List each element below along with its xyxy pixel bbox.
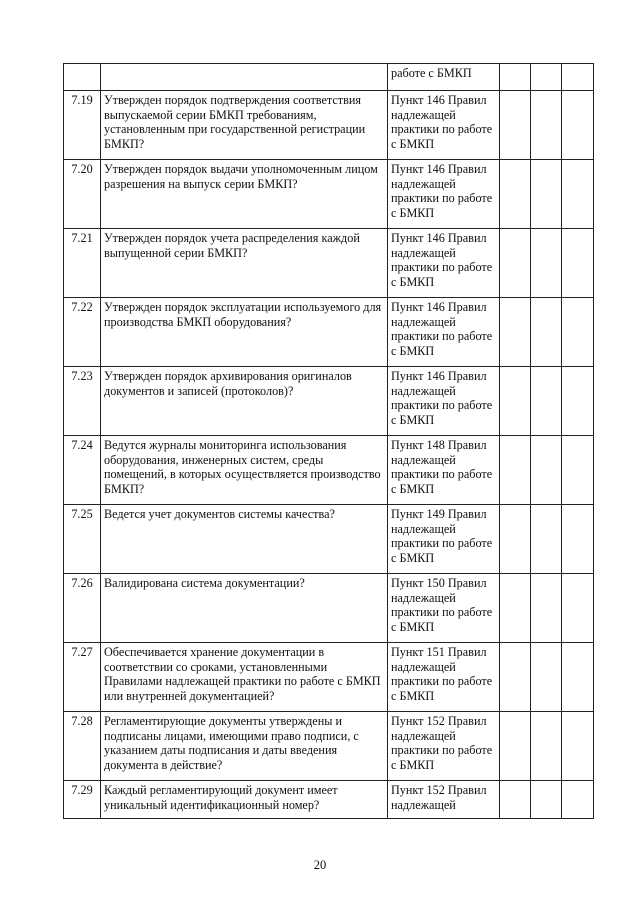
answer-no-cell[interactable] <box>531 505 562 574</box>
answer-yes-cell[interactable] <box>500 505 531 574</box>
table-row <box>64 160 594 229</box>
answer-yes-cell[interactable] <box>500 298 531 367</box>
item-number-cell: 7.26 <box>64 574 101 643</box>
table-row-continued <box>64 64 594 91</box>
answer-na-cell[interactable] <box>562 574 594 643</box>
question-cell: Утвержден порядок архивирования оригиналов документов и записей (протоколов)? <box>101 367 388 436</box>
answer-no-cell[interactable] <box>531 64 562 91</box>
table-row <box>64 436 594 505</box>
answer-yes-cell[interactable] <box>500 229 531 298</box>
question-cell: Ведутся журналы мониторинга использования оборудования, инженерных систем, среды помещений, в которых осуществляется производство БМКП? <box>101 436 388 505</box>
answer-yes-cell[interactable] <box>500 781 531 819</box>
table-row <box>64 505 594 574</box>
table-row <box>64 298 594 367</box>
answer-na-cell[interactable] <box>562 298 594 367</box>
answer-na-cell[interactable] <box>562 64 594 91</box>
answer-no-cell[interactable] <box>531 643 562 712</box>
question-cell <box>101 64 388 91</box>
answer-yes-cell[interactable] <box>500 436 531 505</box>
answer-na-cell[interactable] <box>562 367 594 436</box>
question-cell: Валидирована система документации? <box>101 574 388 643</box>
answer-na-cell[interactable] <box>562 160 594 229</box>
item-number-cell: 7.20 <box>64 160 101 229</box>
question-cell: Ведется учет документов системы качества? <box>101 505 388 574</box>
item-number-cell: 7.27 <box>64 643 101 712</box>
item-number-cell: 7.22 <box>64 298 101 367</box>
answer-yes-cell[interactable] <box>500 64 531 91</box>
answer-na-cell[interactable] <box>562 712 594 781</box>
question-cell: Регламентирующие документы утверждены и подписаны лицами, имеющими право подписи, с указанием даты подписания и даты введения документа в действие? <box>101 712 388 781</box>
question-cell: Утвержден порядок подтверждения соответствия выпускаемой серии БМКП требованиям, установленным при государственной регистрации БМКП? <box>101 91 388 160</box>
answer-yes-cell[interactable] <box>500 574 531 643</box>
table-row <box>64 643 594 712</box>
reference-cell: Пункт 152 Правил надлежащей <box>388 781 500 819</box>
answer-no-cell[interactable] <box>531 436 562 505</box>
item-number-cell: 7.21 <box>64 229 101 298</box>
answer-na-cell[interactable] <box>562 505 594 574</box>
item-number-cell: 7.29 <box>64 781 101 819</box>
reference-cell: Пункт 146 Правил надлежащей практики по работе с БМКП <box>388 229 500 298</box>
item-number-cell: 7.25 <box>64 505 101 574</box>
answer-yes-cell[interactable] <box>500 367 531 436</box>
reference-cell: Пункт 146 Правил надлежащей практики по работе с БМКП <box>388 298 500 367</box>
answer-yes-cell[interactable] <box>500 712 531 781</box>
table-row <box>64 91 594 160</box>
answer-no-cell[interactable] <box>531 712 562 781</box>
item-number-cell: 7.19 <box>64 91 101 160</box>
answer-na-cell[interactable] <box>562 91 594 160</box>
answer-na-cell[interactable] <box>562 781 594 819</box>
item-number-cell: 7.28 <box>64 712 101 781</box>
question-cell: Утвержден порядок учета распределения каждой выпущенной серии БМКП? <box>101 229 388 298</box>
answer-yes-cell[interactable] <box>500 643 531 712</box>
answer-na-cell[interactable] <box>562 643 594 712</box>
question-cell: Утвержден порядок выдачи уполномоченным лицом разрешения на выпуск серии БМКП? <box>101 160 388 229</box>
question-cell: Обеспечивается хранение документации в соответствии со сроками, установленными Правилами надлежащей практики по работе с БМКП или внутренней документацией? <box>101 643 388 712</box>
question-cell: Утвержден порядок эксплуатации используемого для производства БМКП оборудования? <box>101 298 388 367</box>
item-number-cell: 7.24 <box>64 436 101 505</box>
answer-no-cell[interactable] <box>531 160 562 229</box>
question-cell: Каждый регламентирующий документ имеет уникальный идентификационный номер? <box>101 781 388 819</box>
reference-cell: Пункт 146 Правил надлежащей практики по работе с БМКП <box>388 367 500 436</box>
item-number-cell <box>64 64 101 91</box>
reference-cell: Пункт 152 Правил надлежащей практики по работе с БМКП <box>388 712 500 781</box>
page-number: 20 <box>313 858 327 872</box>
item-number-cell: 7.23 <box>64 367 101 436</box>
checklist-table <box>63 63 594 819</box>
table-row <box>64 712 594 781</box>
reference-cell: Пункт 146 Правил надлежащей практики по работе с БМКП <box>388 160 500 229</box>
answer-no-cell[interactable] <box>531 298 562 367</box>
reference-cell: работе с БМКП <box>388 64 500 91</box>
table-row <box>64 781 594 819</box>
answer-no-cell[interactable] <box>531 91 562 160</box>
answer-na-cell[interactable] <box>562 436 594 505</box>
reference-cell: Пункт 150 Правил надлежащей практики по работе с БМКП <box>388 574 500 643</box>
answer-no-cell[interactable] <box>531 229 562 298</box>
reference-cell: Пункт 146 Правил надлежащей практики по работе с БМКП <box>388 91 500 160</box>
reference-cell: Пункт 149 Правил надлежащей практики по работе с БМКП <box>388 505 500 574</box>
answer-no-cell[interactable] <box>531 574 562 643</box>
reference-cell: Пункт 151 Правил надлежащей практики по работе с БМКП <box>388 643 500 712</box>
table-row <box>64 367 594 436</box>
reference-cell: Пункт 148 Правил надлежащей практики по работе с БМКП <box>388 436 500 505</box>
table-row <box>64 229 594 298</box>
table-row <box>64 574 594 643</box>
answer-na-cell[interactable] <box>562 229 594 298</box>
answer-yes-cell[interactable] <box>500 91 531 160</box>
answer-no-cell[interactable] <box>531 781 562 819</box>
checklist-body <box>64 64 594 819</box>
answer-no-cell[interactable] <box>531 367 562 436</box>
answer-yes-cell[interactable] <box>500 160 531 229</box>
